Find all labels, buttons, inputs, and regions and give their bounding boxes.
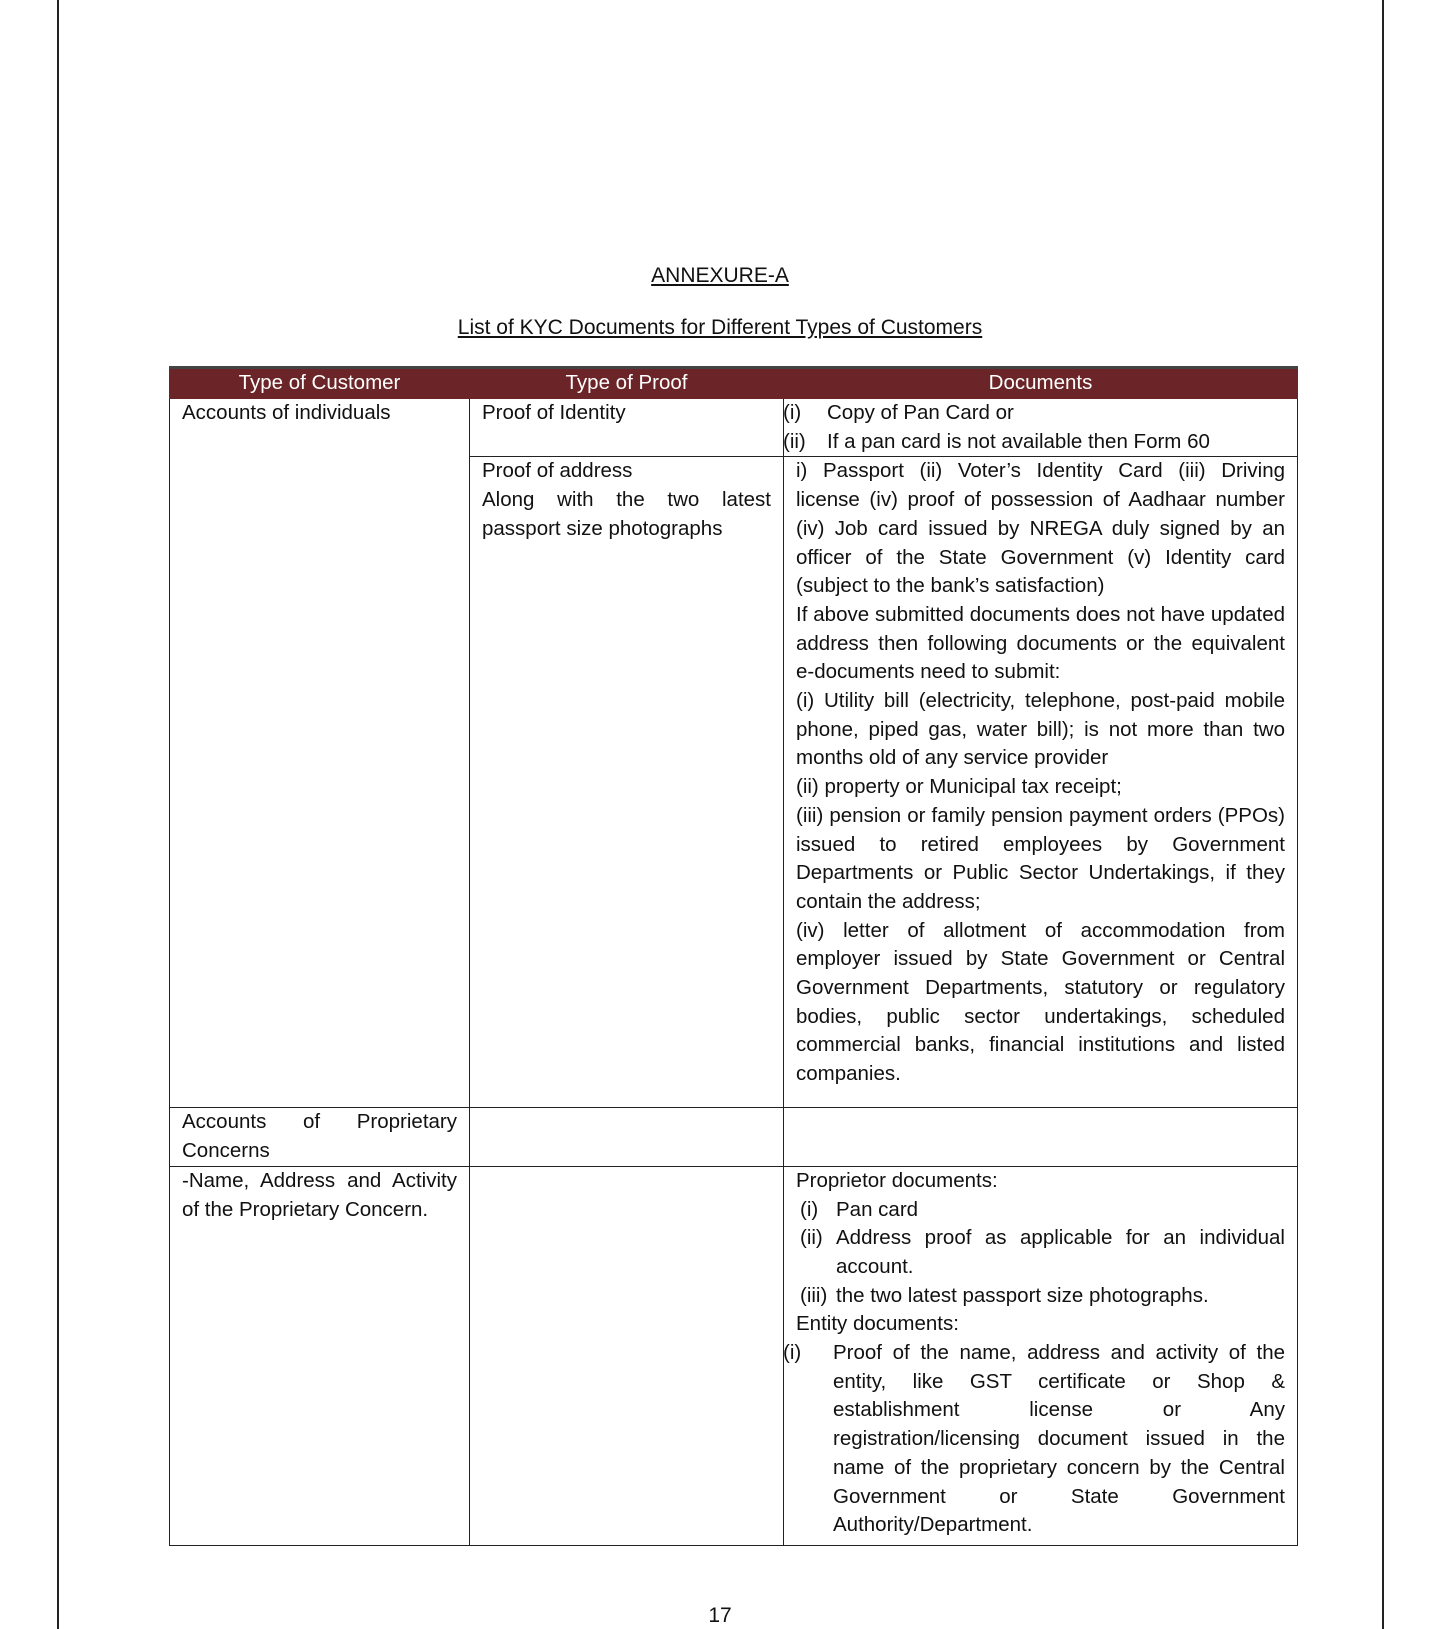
table-row [170,1108,1298,1166]
list-item: (ii) Address proof as applicable for an individual account. [800,1226,1285,1278]
customer-proprietary-activity [170,1166,470,1545]
empty-cell [470,1108,784,1166]
annexure-subtitle: List of KYC Documents for Different Types of Customers [457,316,983,339]
page-number: 17 [708,1604,732,1627]
kyc-documents-table [169,366,1298,1546]
proprietary-documents [784,1166,1298,1545]
customer-proprietary-label: Accounts of Proprietary Concerns [182,1110,457,1163]
annexure-title: ANNEXURE-A [651,264,789,287]
proof-identity [470,399,784,457]
identity-documents [784,399,1298,457]
table-row [170,1166,1298,1545]
header-type-of-customer: Type of Customer [170,368,470,399]
proof-address-note: Along with the two latest passport size photographs [482,488,771,540]
header-documents: Documents [784,368,1298,399]
table-header-row [170,368,1298,399]
address-doc-paragraph: If above submitted documents does not have updated address then following documents or the equivalent e-documents need to submit: [796,602,1285,684]
list-item: (ii) If a pan card is not available then Form 60 [783,429,1210,453]
address-doc-paragraph: (iii) pension or family pension payment orders (PPOs) issued to retired employees by Government Departments or Public Sector Undertakings, if they contain the address; [796,803,1285,913]
empty-cell [784,1108,1298,1166]
entity-heading: Entity documents: [796,1312,959,1336]
list-item: (i) Pan card [800,1197,919,1221]
customer-proprietary [170,1108,470,1166]
address-doc-paragraph: (iv) letter of allotment of accommodation from employer issued by State Government or Central Government Departments, statutory or regulatory bodies, public sector undertakings, scheduled commercial banks, financial institutions and listed companies. [796,918,1285,1086]
empty-cell [470,1166,784,1545]
list-item: (iii) the two latest passport size photographs. [800,1283,1209,1307]
customer-proprietary-activity-label: -Name, Address and Activity of the Proprietary Concern. [182,1168,457,1221]
proprietor-heading: Proprietor documents: [796,1168,998,1192]
address-doc-paragraph: (i) Utility bill (electricity, telephone, post-paid mobile phone, piped gas, water bill); is not more than two months old of any service provider [796,689,1285,770]
proof-address-label: Proof of address [482,459,633,483]
address-doc-paragraph: i) Passport (ii) Voter’s Identity Card (iii) Driving license (iv) proof of possession of Aadhaar number (iv) Job card issued by NREGA duly signed by an officer of the State Government (v) Identity card (subject to the bank’s satisfaction) [796,459,1285,598]
customer-individuals-label: Accounts of individuals [182,401,391,424]
page-border-right [1382,0,1384,1629]
proof-identity-label: Proof of Identity [482,401,626,424]
proof-address [470,457,784,1108]
customer-individuals [170,399,470,1108]
list-item: (i) Proof of the name, address and activity of the entity, like GST certificate or Shop & establishment license or Any registration/licensing document issued in the name of the proprietary concern by the Central Government or State Government Authority/Department. [783,1341,1285,1537]
address-doc-paragraph: (ii) property or Municipal tax receipt; [796,775,1122,799]
address-documents [784,457,1298,1108]
list-item: (i) Copy of Pan Card or [783,401,1014,424]
page-border-left [57,0,59,1629]
header-type-of-proof: Type of Proof [470,368,784,399]
table-row [170,399,1298,457]
